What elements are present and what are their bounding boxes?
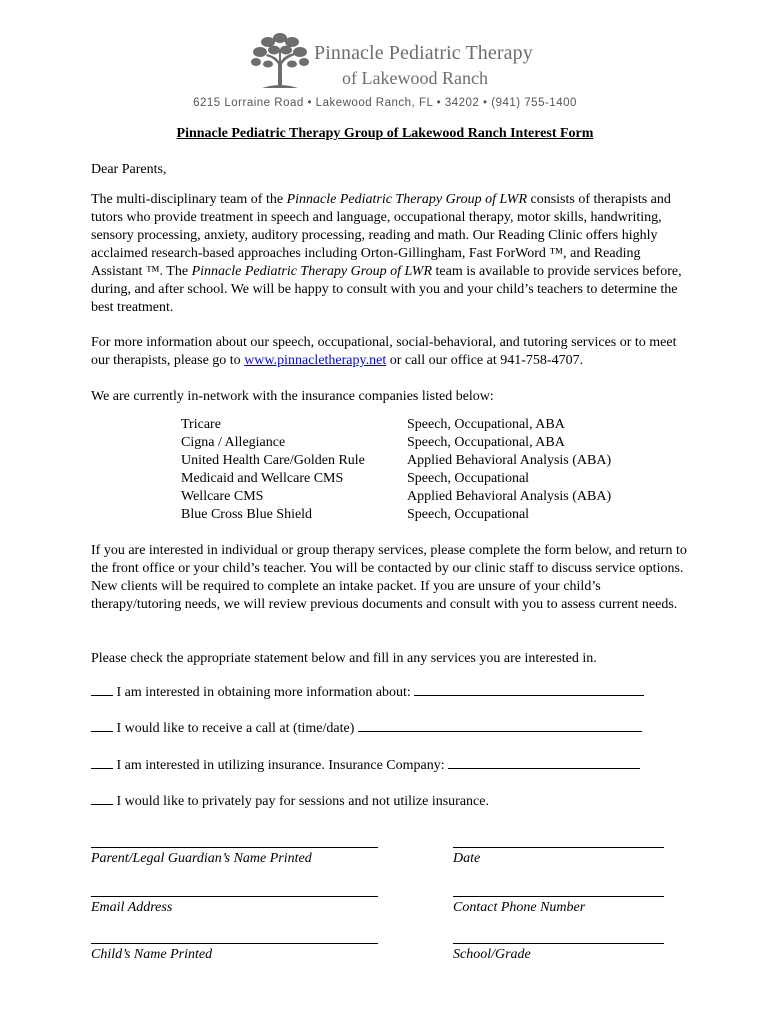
insurance-name: Medicaid and Wellcare CMS [181,471,344,486]
child-name-field[interactable] [91,943,378,944]
insurance-services: Speech, Occupational [407,471,530,486]
check-call: I would like to receive a call at (time/date) [91,719,642,737]
logo-name: Pinnacle Pediatric Therapy [314,42,533,64]
insurance-services: Speech, Occupational, ABA [407,435,565,450]
check-instructions: Please check the appropriate statement below and fill in any services you are interested in. [91,651,597,666]
check-private-pay: I would like to privately pay for sessions and not utilize insurance. [91,792,489,810]
email-field[interactable] [91,896,378,897]
check-insurance: I am interested in utilizing insurance. Insurance Company: [91,756,640,774]
logo-location: of Lakewood Ranch [342,68,488,88]
checkbox-blank[interactable] [91,719,113,732]
intro-paragraph: The multi-disciplinary team of the Pinnacle Pediatric Therapy Group of LWR consists of therapists and tutors who provide treatment in speech and language, occupational therapy, motor skills, handwriting, sensory processing, anxiety, auditory processing, reading and math. Our Reading Clinic offers highly acclaimed research-based approaches including Orton-Gillingham, Fast ForWord ™, and Reading Assistant ™. The Pinnacle Pediatric Therapy Group of LWR team is available to provide services before, during, and after school. We will be happy to consult with you and your child’s teachers to determine the best treatment. [91,192,682,315]
checkbox-blank[interactable] [91,792,113,805]
insurance-services: Speech, Occupational, ABA [407,417,565,432]
insurance-intro: We are currently in-network with the insurance companies listed below: [91,389,494,404]
child-name-label: Child’s Name Printed [91,947,213,962]
call-time-field[interactable] [358,719,642,732]
check-more-info: I am interested in obtaining more information about: [91,683,644,701]
more-info-field[interactable] [414,683,644,696]
interest-paragraph: If you are interested in individual or group therapy services, please complete the form below, and return to the front office or your child’s teacher. You will be contacted by our clinic staff to discuss service options. New clients will be required to complete an intake packet. If you are unsure of your child’s therapy/tutoring needs, we will review previous documents and consult with you to assess current needs. [91,543,687,612]
email-label: Email Address [91,900,173,915]
insurance-name: United Health Care/Golden Rule [181,453,365,468]
checkbox-blank[interactable] [91,683,113,696]
guardian-name-field[interactable] [91,847,378,848]
date-label: Date [453,851,481,866]
phone-field[interactable] [453,896,664,897]
school-grade-field[interactable] [453,943,664,944]
guardian-name-label: Parent/Legal Guardian’s Name Printed [91,851,312,866]
insurance-services: Speech, Occupational [407,507,530,522]
clinic-address: 6215 Lorraine Road • Lakewood Ranch, FL • 34202 • (941) 755-1400 [193,97,577,109]
school-grade-label: School/Grade [453,947,531,962]
insurance-name: Blue Cross Blue Shield [181,507,313,522]
date-field[interactable] [453,847,664,848]
insurance-services: Applied Behavioral Analysis (ABA) [407,453,612,468]
phone-label: Contact Phone Number [453,900,586,915]
clinic-logo [248,30,548,92]
insurance-company-field[interactable] [448,756,640,769]
insurance-name: Tricare [181,417,221,432]
insurance-services: Applied Behavioral Analysis (ABA) [407,489,612,504]
website-link[interactable]: www.pinnacletherapy.net [244,353,387,368]
greeting: Dear Parents, [91,162,167,177]
checkbox-blank[interactable] [91,756,113,769]
insurance-name: Cigna / Allegiance [181,435,286,450]
tree-icon [248,30,312,90]
form-title: Pinnacle Pediatric Therapy Group of Lakewood Ranch Interest Form [176,126,594,141]
insurance-name: Wellcare CMS [181,489,264,504]
more-info-paragraph: For more information about our speech, occupational, social-behavioral, and tutoring services or to meet our therapists, please go to www.pinnacletherapy.net or call our office at 941-758-4707. [91,335,677,368]
